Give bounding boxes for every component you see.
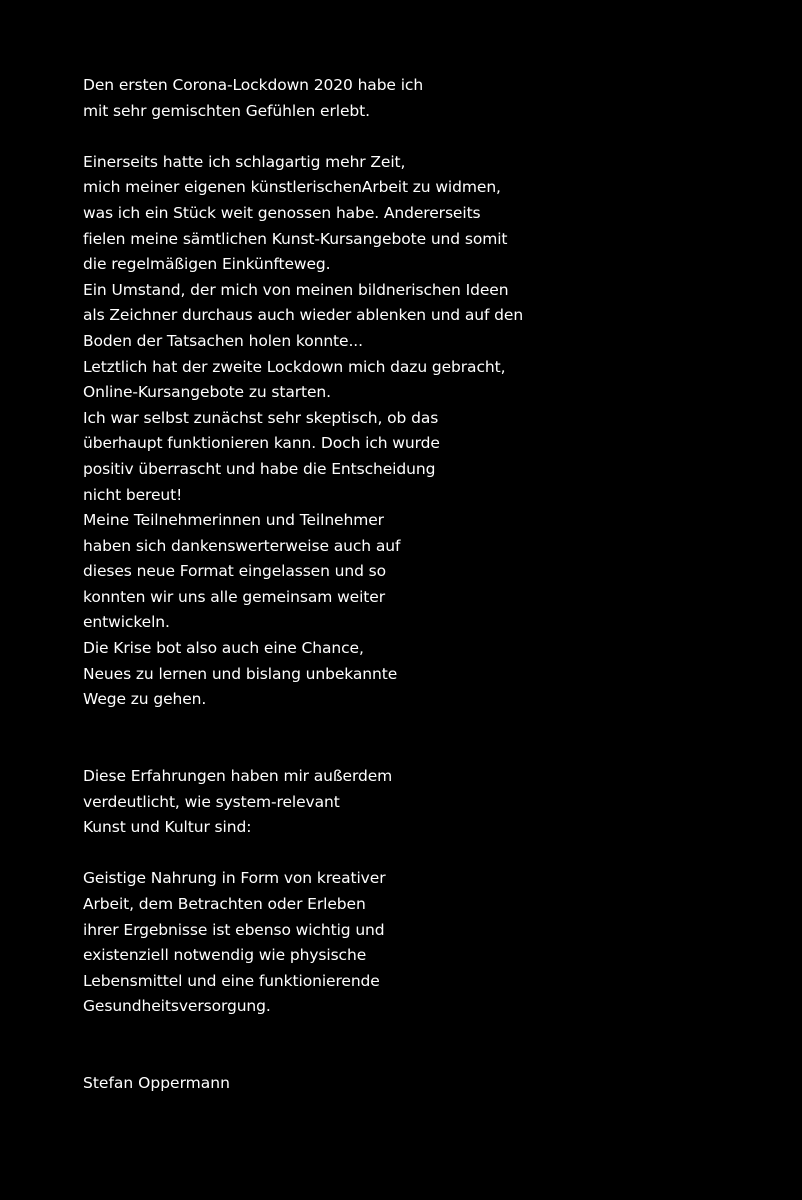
text-line: Neues zu lernen und bislang unbekannte	[83, 664, 398, 683]
text-line: existenziell notwendig wie physische	[83, 946, 367, 965]
text-line: Den ersten Corona-Lockdown 2020 habe ich	[83, 76, 424, 94]
text-line: überhaupt funktionieren kann. Doch ich wurde	[83, 434, 440, 453]
text-line: mich meiner eigenen künstlerischenArbeit zu widmen,	[83, 178, 501, 197]
author-signature: Stefan Oppermann	[83, 1074, 230, 1092]
text-line: als Zeichner durchaus auch wieder ablenken und auf den	[83, 306, 524, 325]
paragraph-1	[83, 73, 783, 124]
text-line: Meine Teilnehmerinnen und Teilnehmer	[83, 511, 384, 530]
text-line: Ich war selbst zunächst sehr skeptisch, ob das	[83, 408, 439, 427]
text-line: dieses neue Format eingelassen und so	[83, 562, 387, 581]
text-line: Kunst und Kultur sind:	[83, 818, 252, 837]
paragraph-spacer	[83, 713, 783, 764]
document-body	[83, 73, 783, 1020]
text-line: Lebensmittel und eine funktionierende	[83, 971, 380, 990]
text-line: Gesundheitsversorgung.	[83, 997, 271, 1016]
text-line: die regelmäßigen Einkünfteweg.	[83, 255, 331, 274]
paragraph-3	[83, 764, 783, 841]
text-line: fielen meine sämtlichen Kunst-Kursangebote und somit	[83, 229, 508, 248]
text-line: Boden der Tatsachen holen konnte...	[83, 331, 363, 350]
paragraph-spacer	[83, 841, 783, 867]
text-line: ihrer Ergebnisse ist ebenso wichtig und	[83, 920, 385, 939]
text-line: nicht bereut!	[83, 485, 183, 504]
text-line: konnten wir uns alle gemeinsam weiter	[83, 587, 385, 606]
text-line: verdeutlicht, wie system-relevant	[83, 792, 340, 811]
text-line: Online-Kursangebote zu starten.	[83, 383, 331, 402]
text-line: Diese Erfahrungen haben mir außerdem	[83, 767, 393, 786]
text-line: was ich ein Stück weit genossen habe. Andererseits	[83, 203, 481, 222]
text-line: Wege zu gehen.	[83, 690, 207, 709]
text-line: Letztlich hat der zweite Lockdown mich dazu gebracht,	[83, 357, 506, 376]
text-line: Ein Umstand, der mich von meinen bildnerischen Ideen	[83, 280, 509, 299]
text-line: entwickeln.	[83, 613, 170, 632]
text-line: Arbeit, dem Betrachten oder Erleben	[83, 895, 366, 913]
paragraph-2	[83, 150, 783, 713]
text-line: mit sehr gemischten Gefühlen erlebt.	[83, 101, 370, 120]
paragraph-spacer	[83, 124, 783, 150]
text-line: Geistige Nahrung in Form von kreativer	[83, 869, 386, 888]
text-line: Die Krise bot also auch eine Chance,	[83, 639, 364, 658]
text-line: haben sich dankenswerterweise auch auf	[83, 536, 401, 555]
text-line: Einerseits hatte ich schlagartig mehr Zeit,	[83, 152, 406, 171]
paragraph-4	[83, 866, 783, 1020]
text-line: positiv überrascht und habe die Entscheidung	[83, 459, 436, 478]
